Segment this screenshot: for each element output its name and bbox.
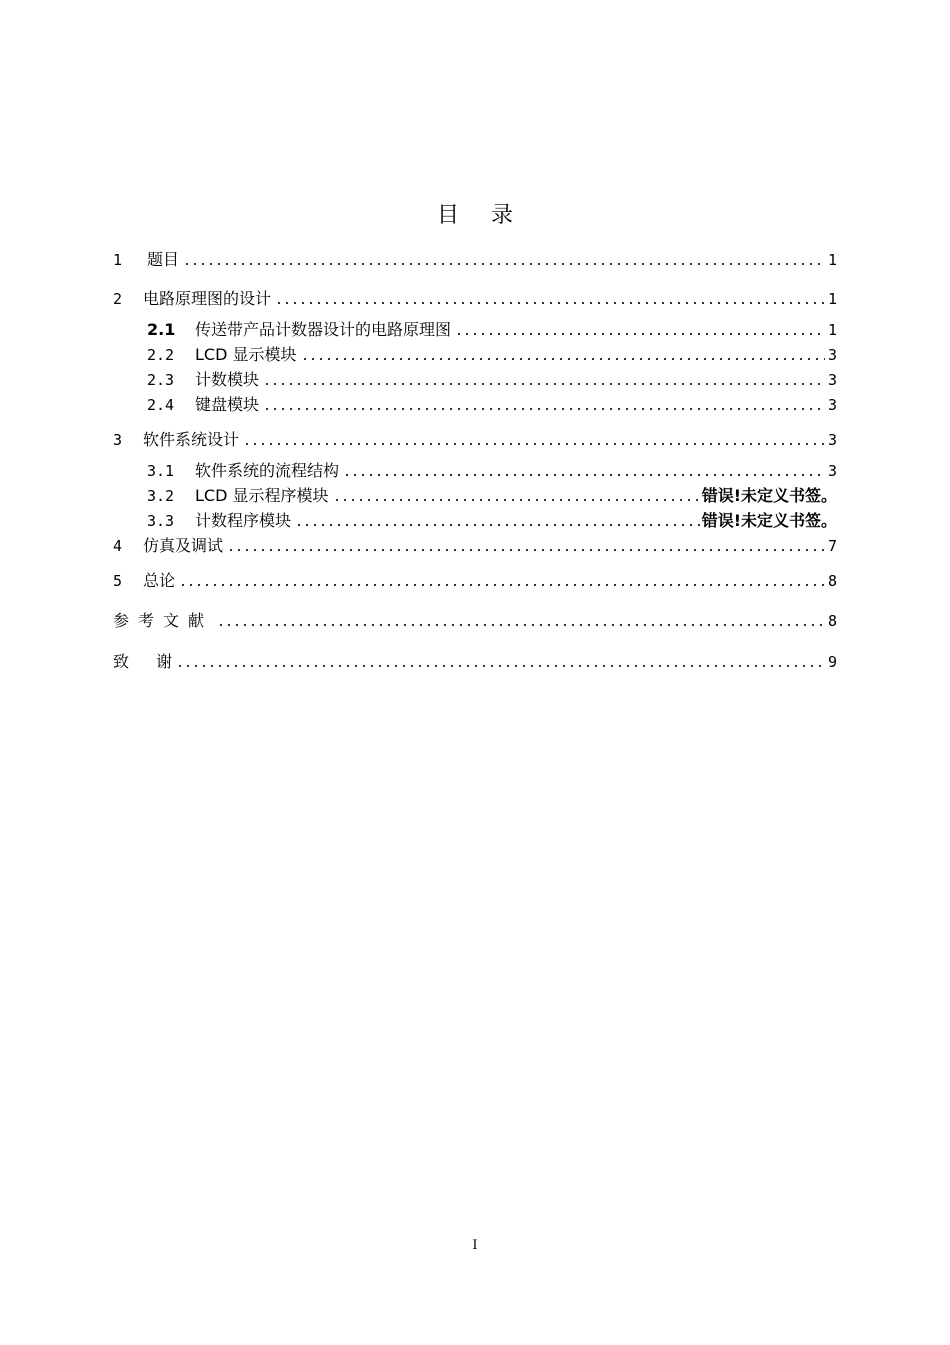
toc-leader-dots [295, 523, 700, 527]
toc-entry-number: 3.2 [147, 487, 175, 505]
toc-leader-dots [333, 498, 700, 502]
toc-entry-title: 计数模块 [195, 370, 260, 389]
toc-entry-page: 8 [827, 612, 837, 630]
toc-entry-title: 计数程序模块 [195, 511, 292, 530]
toc-entry-title: 致 谢 [113, 652, 173, 671]
toc-entry-page: 9 [827, 653, 837, 671]
toc-entry-number: 2.4 [147, 396, 175, 414]
toc-entry-page: 3 [827, 396, 837, 414]
toc-entry-title: 题目 [147, 250, 180, 269]
toc-entry[interactable] [147, 368, 837, 390]
toc-leader-dots [243, 442, 825, 446]
page-number: I [472, 1238, 478, 1253]
toc-entry-page: 1 [827, 290, 837, 308]
title-char-1: 目 [436, 203, 459, 228]
toc-entry-number: 3.3 [147, 512, 175, 530]
toc-entry-number: 2 [113, 290, 123, 308]
toc-entry-number: 5 [113, 572, 123, 590]
toc-entry-page: 7 [827, 537, 837, 555]
page-title [0, 198, 950, 229]
toc-entry[interactable] [113, 534, 837, 556]
toc-entry[interactable] [147, 509, 837, 531]
toc-leader-dots [455, 332, 825, 336]
toc-entry-title: LCD 显示模块 [195, 345, 297, 364]
toc-entry-number: 4 [113, 537, 123, 555]
toc-entry[interactable] [113, 248, 837, 270]
title-char-2: 录 [491, 203, 514, 228]
toc-entry-page-error: 错误!未定义书签。 [701, 511, 837, 530]
toc-entry[interactable] [147, 484, 837, 506]
toc-leader-dots [275, 301, 825, 305]
toc-entry-page: 8 [827, 572, 837, 590]
toc-entry-title: 参考文献 [113, 611, 214, 630]
toc-leader-dots [176, 664, 825, 668]
toc-entry[interactable] [113, 569, 837, 591]
toc-entry[interactable] [113, 609, 837, 631]
toc-entry-number: 1 [113, 251, 123, 269]
toc-leader-dots [183, 262, 825, 266]
toc-entry-title: 传送带产品计数器设计的电路原理图 [195, 320, 452, 339]
toc-entry[interactable] [147, 318, 837, 340]
toc-entry-title: 总论 [143, 571, 176, 590]
toc-leader-dots [179, 583, 825, 587]
toc-entry-page: 3 [827, 431, 837, 449]
toc-entry[interactable] [147, 393, 837, 415]
toc-leader-dots [343, 473, 825, 477]
toc-entry[interactable] [113, 287, 837, 309]
toc-entry-number: 3.1 [147, 462, 175, 480]
toc-entry-number: 2.3 [147, 371, 175, 389]
toc-entry-title: LCD 显示程序模块 [195, 486, 329, 505]
toc-leader-dots [227, 548, 825, 552]
toc-entry-number: 3 [113, 431, 123, 449]
toc-entry-title: 仿真及调试 [143, 536, 224, 555]
toc-entry-page: 1 [827, 251, 837, 269]
toc-entry-page: 3 [827, 346, 837, 364]
toc-entry-title: 键盘模块 [195, 395, 260, 414]
toc-entry-page: 3 [827, 462, 837, 480]
toc-entry-page-error: 错误!未定义书签。 [701, 486, 837, 505]
toc-entry-page: 1 [827, 321, 837, 339]
toc-leader-dots [263, 407, 825, 411]
toc-leader-dots [301, 357, 826, 361]
toc-entry[interactable] [147, 343, 837, 365]
toc-entry-number: 2.1 [147, 320, 176, 339]
toc-entry[interactable] [147, 459, 837, 481]
toc-entry[interactable] [113, 428, 837, 450]
toc-entry[interactable] [113, 650, 837, 672]
toc-leader-dots [263, 382, 825, 386]
toc-entry-number: 2.2 [147, 346, 175, 364]
toc-entry-page: 3 [827, 371, 837, 389]
toc-entry-title: 软件系统设计 [143, 430, 240, 449]
toc-entry-title: 电路原理图的设计 [143, 289, 272, 308]
toc-entry-title: 软件系统的流程结构 [195, 461, 340, 480]
toc-leader-dots [217, 623, 825, 627]
